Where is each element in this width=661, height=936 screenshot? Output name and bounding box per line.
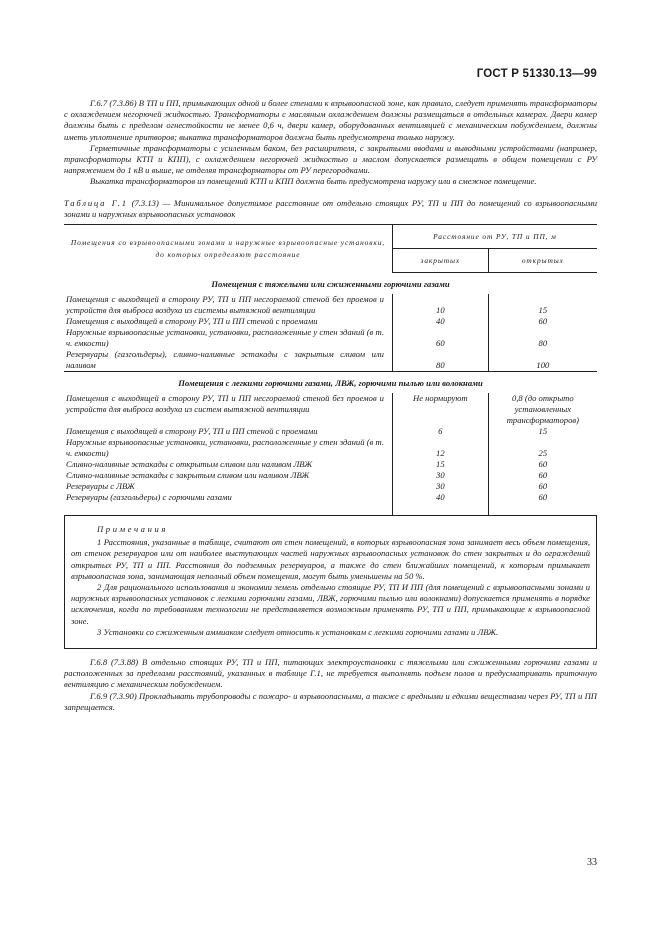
- note-3: 3 Установки со сжиженным аммиаком следует относить к установкам с легкими горючими газами и ЛВЖ.: [97, 626, 499, 637]
- row-desc: Помещения с выходящей в сторону РУ, ТП и ПП стеной с проемами: [66, 426, 318, 437]
- row-open: 15: [538, 426, 548, 437]
- table-row: [64, 426, 597, 437]
- row-desc: Помещения с выходящей в сторону РУ, ТП и ПП несгораемой стеной без проемов и устройств для выброса воздуха из системы вытяжной вентиляции: [66, 294, 384, 316]
- row-open: 100: [536, 360, 550, 371]
- row-desc: Наружные взрывоопасные установки, установки, расположенные у стен зданий (в т. ч. емкости): [66, 327, 384, 349]
- row-closed: 15: [392, 459, 488, 470]
- table-row: [64, 492, 597, 516]
- row-closed: 60: [392, 327, 488, 349]
- paragraph-g-6-8: Г.6.8 (7.3.88) В отдельно стоящих РУ, ТП и ПП, питающих электроустановки с тяжелыми или сжиженными горючими газами и расположенных за пределами расстояний, указанных в таблице Г.1, не требуется выполнять подъем полов и предусматривать приточную вентиляцию с механическим побуждением.: [64, 657, 597, 690]
- page-content: [64, 98, 597, 713]
- table-row: [64, 349, 597, 372]
- section-title-light-gases: Помещения с легкими горючими газами, ЛВЖ, горючими пылью или волокнами: [64, 372, 597, 394]
- row-desc: Сливно-наливные эстакады с открытым сливом или наливом ЛВЖ: [66, 459, 313, 470]
- row-desc: Резервуары с ЛВЖ: [66, 481, 135, 492]
- row-closed: 6: [392, 426, 488, 437]
- table-row: [64, 327, 597, 349]
- page-number: 33: [587, 857, 597, 868]
- table-row: [64, 470, 597, 481]
- row-desc: Наружные взрывоопасные установки, установки, расположенные у стен зданий (в т. ч. емкости): [66, 437, 384, 459]
- table-row: [64, 316, 597, 327]
- row-closed: 80: [392, 349, 488, 372]
- row-open: 60: [538, 481, 548, 492]
- row-closed: 40: [392, 316, 488, 327]
- note-1: 1 Расстояния, указанные в таблице, считают от стен помещений, в которых взрывоопасная зона занимает весь объем помещения, от стенок резервуаров или от наиболее выступающих частей наружных взрывоопасных установок до стен закрытых и до ограждений открытых РУ, ТП и ПП. Расстояния до подземных резервуаров, а также до стен ближайших помещений, к которым примыкает взрывоопасная зона, занимающая неполный объем помещения, могут быть уменьшены на 50 %.: [71, 537, 590, 581]
- header-left: Помещения со взрывоопасными зонами и наружные взрывоопасные установки, до которых определяют расстояние: [64, 225, 392, 273]
- row-closed: 30: [392, 470, 488, 481]
- notes-title: Примечания: [97, 524, 168, 535]
- table-row: [64, 294, 597, 316]
- row-desc: Резервуары (газгольдеры), сливно-наливные эстакады с закрытым сливом или наливом: [66, 349, 384, 371]
- row-open: 60: [538, 492, 548, 503]
- table-row: [64, 437, 597, 459]
- table-row: [64, 481, 597, 492]
- section-title-heavy-gases: Помещения с тяжелыми или сжиженными горючими газами: [211, 279, 450, 290]
- distance-table: [64, 224, 597, 516]
- table-caption-label: Таблица Г.1: [64, 197, 128, 208]
- header-open: открытых: [488, 249, 597, 273]
- table-row: [64, 459, 597, 470]
- row-open: 15: [538, 305, 548, 316]
- row-closed: Не нормируют: [392, 393, 488, 426]
- row-open: 0,8 (до открыто установленных трансформаторов): [506, 393, 579, 426]
- table-caption-text: (7.3.13) — Минимальное допустимое расстояние от отдельно стоящих РУ, ТП и ПП до помещений со взрывоопасными зонами и наружных взрывоопасных установок: [64, 197, 597, 219]
- table-row: [64, 393, 597, 426]
- row-desc: Помещения с выходящей в сторону РУ, ТП и ПП стеной с проемами: [66, 316, 318, 327]
- document-code: ГОСТ Р 51330.13—99: [476, 68, 597, 80]
- row-closed: 12: [392, 437, 488, 459]
- paragraph-g-6-7: Г.6.7 (7.3.86) В ТП и ПП, примыкающих одной и более стенами к взрывоопасной зоне, как правило, следует применять трансформаторы с охлаждением негорючей жидкостью. Трансформаторы с масляным охлаждением должны размещаться в отдельных камерах. Двери камер должны быть с пределом огнестойкости не менее 0,6 ч, двери камер, оборудованных вентиляцией с механическим побуждением, должны иметь уплотнение притворов; выкатка трансформаторов должна быть предусмотрена только наружу.: [64, 98, 597, 142]
- row-open: 60: [538, 470, 548, 481]
- row-desc: Помещения с выходящей в сторону РУ, ТП и ПП несгораемой стеной без проемов и устройств для выброса воздуха из систем вытяжной вентиляции: [66, 393, 384, 415]
- note-2: 2 Для рационального использования и экономии земель отдельно стоящие РУ, ТП И ПП (для помещений с взрывоопасными зонами и наружных взрывоопасных установок с легкими горючими газами, ЛВЖ, горючими пылью или волокнами) допускается применять в порядке исключения, когда по требованиям технологии не представляется возможным применять РУ, ТП и ПП, примыкающие к взрывоопасной зоне.: [71, 582, 590, 626]
- paragraph-g-6-9: Г.6.9 (7.3.90) Прокладывать трубопроводы с пожаро- и взрывоопасными, а также с вредными и едкими веществами через РУ, ТП и ПП запрещается.: [64, 690, 597, 712]
- table-notes: [64, 516, 597, 649]
- paragraph-hermetic-transformers: Герметичные трансформаторы с усиленным баком, без расширителя, с закрытыми вводами и выводными устройствами (например, трансформаторы КТП и КПП), с охлаждением негорючей жидкостью и маслом допускается размещать в общем помещении с РУ напряжением до 1 кВ и выше, не отделяя трансформаторы от РУ перегородками.: [64, 142, 597, 176]
- table-caption: [64, 198, 597, 220]
- row-open: 60: [538, 316, 548, 327]
- row-open: 80: [538, 338, 548, 349]
- row-open: 60: [538, 459, 548, 470]
- header-distance-group: Расстояние от РУ, ТП и ПП, м: [392, 225, 597, 249]
- paragraph-transformer-rollout: Выкатка трансформаторов из помещений КТП и КПП должна быть предусмотрена наружу или в смежное помещение.: [90, 176, 537, 187]
- row-desc: Резервуары (газгольдеры) с горючими газами: [66, 492, 232, 503]
- row-closed: 30: [392, 481, 488, 492]
- row-closed: 40: [392, 492, 488, 516]
- row-closed: 10: [392, 294, 488, 316]
- row-open: 25: [538, 448, 548, 459]
- header-closed: закрытых: [392, 249, 488, 273]
- row-desc: Сливно-наливные эстакады с закрытым сливом или наливом ЛВЖ: [66, 470, 310, 481]
